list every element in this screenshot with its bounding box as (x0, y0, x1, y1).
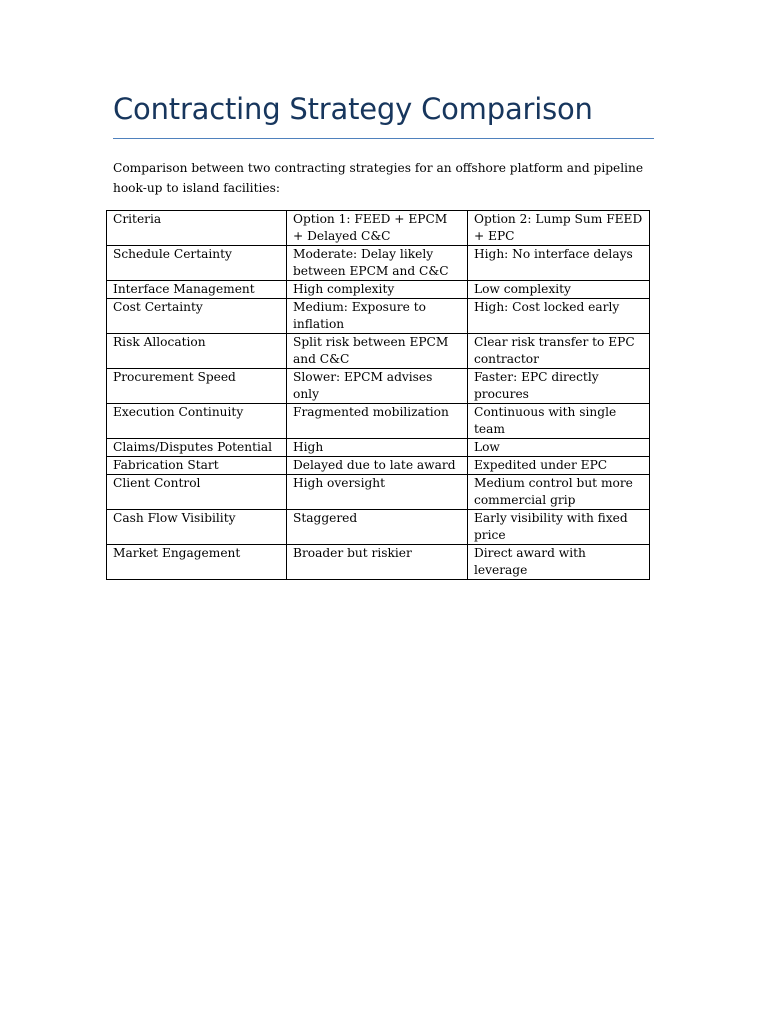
criteria-cell: Procurement Speed (107, 369, 287, 404)
criteria-cell: Cost Certainty (107, 299, 287, 334)
option-1-cell: Broader but riskier (287, 545, 468, 580)
header-cell-option-1: Option 1: FEED + EPCM + Delayed C&C (287, 211, 468, 246)
option-1-cell: Slower: EPCM advises only (287, 369, 468, 404)
option-2-cell: Low complexity (468, 281, 650, 299)
option-1-cell: Split risk between EPCM and C&C (287, 334, 468, 369)
option-2-cell: High: No interface delays (468, 246, 650, 281)
criteria-cell: Client Control (107, 475, 287, 510)
table-header-row (107, 211, 650, 246)
table-row (107, 457, 650, 475)
option-2-cell: Early visibility with fixed price (468, 510, 650, 545)
option-2-cell: Expedited under EPC (468, 457, 650, 475)
criteria-cell: Claims/Disputes Potential (107, 439, 287, 457)
option-2-cell: Continuous with single team (468, 404, 650, 439)
option-1-cell: High complexity (287, 281, 468, 299)
table-row (107, 475, 650, 510)
table-row (107, 299, 650, 334)
option-1-cell: Delayed due to late award (287, 457, 468, 475)
table-row (107, 545, 650, 580)
criteria-cell: Fabrication Start (107, 457, 287, 475)
criteria-cell: Schedule Certainty (107, 246, 287, 281)
option-2-cell: Faster: EPC directly procures (468, 369, 650, 404)
option-1-cell: High (287, 439, 468, 457)
option-1-cell: Fragmented mobilization (287, 404, 468, 439)
option-2-cell: High: Cost locked early (468, 299, 650, 334)
option-2-cell: Low (468, 439, 650, 457)
option-2-cell: Direct award with leverage (468, 545, 650, 580)
header-cell-criteria: Criteria (107, 211, 287, 246)
option-1-cell: High oversight (287, 475, 468, 510)
option-2-cell: Clear risk transfer to EPC contractor (468, 334, 650, 369)
option-2-cell: Medium control but more commercial grip (468, 475, 650, 510)
table-row (107, 246, 650, 281)
header-cell-option-2: Option 2: Lump Sum FEED + EPC (468, 211, 650, 246)
option-1-cell: Moderate: Delay likely between EPCM and C&C (287, 246, 468, 281)
table-row (107, 404, 650, 439)
table-row (107, 510, 650, 545)
criteria-cell: Risk Allocation (107, 334, 287, 369)
comparison-table (106, 210, 650, 580)
page-title: Contracting Strategy Comparison (113, 92, 593, 126)
option-1-cell: Medium: Exposure to inflation (287, 299, 468, 334)
criteria-cell: Execution Continuity (107, 404, 287, 439)
criteria-cell: Interface Management (107, 281, 287, 299)
table-row (107, 439, 650, 457)
criteria-cell: Cash Flow Visibility (107, 510, 287, 545)
table-row (107, 281, 650, 299)
table-row (107, 369, 650, 404)
criteria-cell: Market Engagement (107, 545, 287, 580)
intro-paragraph: Comparison between two contracting strategies for an offshore platform and pipeline hook-up to island facilities: (113, 161, 644, 195)
option-1-cell: Staggered (287, 510, 468, 545)
title-divider (113, 138, 654, 139)
table-row (107, 334, 650, 369)
